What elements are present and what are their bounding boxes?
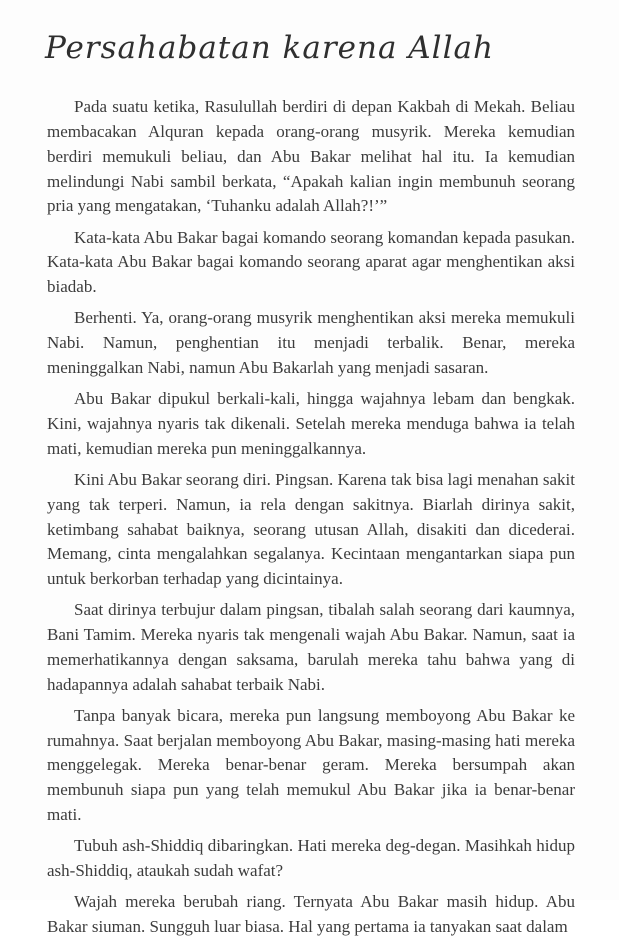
chapter-title: Persahabatan karena Allah (45, 30, 494, 66)
paragraph: Pada suatu ketika, Rasulullah berdiri di depan Kakbah di Mekah. Beliau membacakan Alquran kepada orang-orang musyrik. Mereka kemudian berdiri memukuli beliau, dan Abu Bakar melihat hal itu. Ia kemudian melindungi Nabi sambil berkata, “Apakah kalian ingin membunuh seorang pria yang mengatakan, ‘Tuhanku adalah Allah?!’” (47, 97, 575, 216)
paragraph: Tanpa banyak bicara, mereka pun langsung memboyong Abu Bakar ke rumahnya. Saat berjalan memboyong Abu Bakar, masing-masing hati mereka menggelegak. Mereka benar-benar geram. Mereka bersumpah akan membunuh siapa pun yang telah memukul Abu Bakar jika ia benar-benar mati. (47, 705, 575, 825)
paragraph: Abu Bakar dipukul berkali-kali, hingga wajahnya lebam dan bengkak. Kini, wajahnya nyaris tak dikenali. Setelah mereka menduga bahwa ia telah mati, kemudian mereka pun meninggalkannya. (47, 389, 575, 458)
body-text (0, 67, 619, 940)
paragraph: Wajah mereka berubah riang. Ternyata Abu Bakar masih hidup. Abu Bakar siuman. Sungguh luar biasa. Hal yang pertama ia tanyakan saat dalam (47, 892, 575, 937)
paragraph: Kini Abu Bakar seorang diri. Pingsan. Karena tak bisa lagi menahan sakit yang tak terperi. Namun, ia rela dengan sakitnya. Biarlah dirinya sakit, ketimbang sahabat baiknya, seorang utusan Allah, disakiti dan dicederai. Memang, cinta mengalahkan segalanya. Kecintaan mengantarkan siapa pun untuk berkorban terhadap yang dicintainya. (47, 469, 575, 589)
paragraph: Tubuh ash-Shiddiq dibaringkan. Hati mereka deg-degan. Masihkah hidup ash-Shiddiq, ataukah sudah wafat? (47, 836, 575, 881)
paragraph: Berhenti. Ya, orang-orang musyrik menghentikan aksi mereka memukuli Nabi. Namun, penghentian itu menjadi terbalik. Benar, mereka meninggalkan Nabi, namun Abu Bakarlah yang menjadi sasaran. (47, 308, 575, 377)
paragraph: Saat dirinya terbujur dalam pingsan, tibalah salah seorang dari kaumnya, Bani Tamim. Mereka nyaris tak mengenali wajah Abu Bakar. Namun, saat ia memerhatikannya dengan saksama, barulah mereka tahu bahwa yang di hadapannya adalah sahabat terbaik Nabi. (47, 600, 575, 694)
paragraph: Kata-kata Abu Bakar bagai komando seorang komandan kepada pasukan. Kata-kata Abu Bakar bagai komando seorang aparat agar menghentikan aksi biadab. (47, 227, 575, 297)
